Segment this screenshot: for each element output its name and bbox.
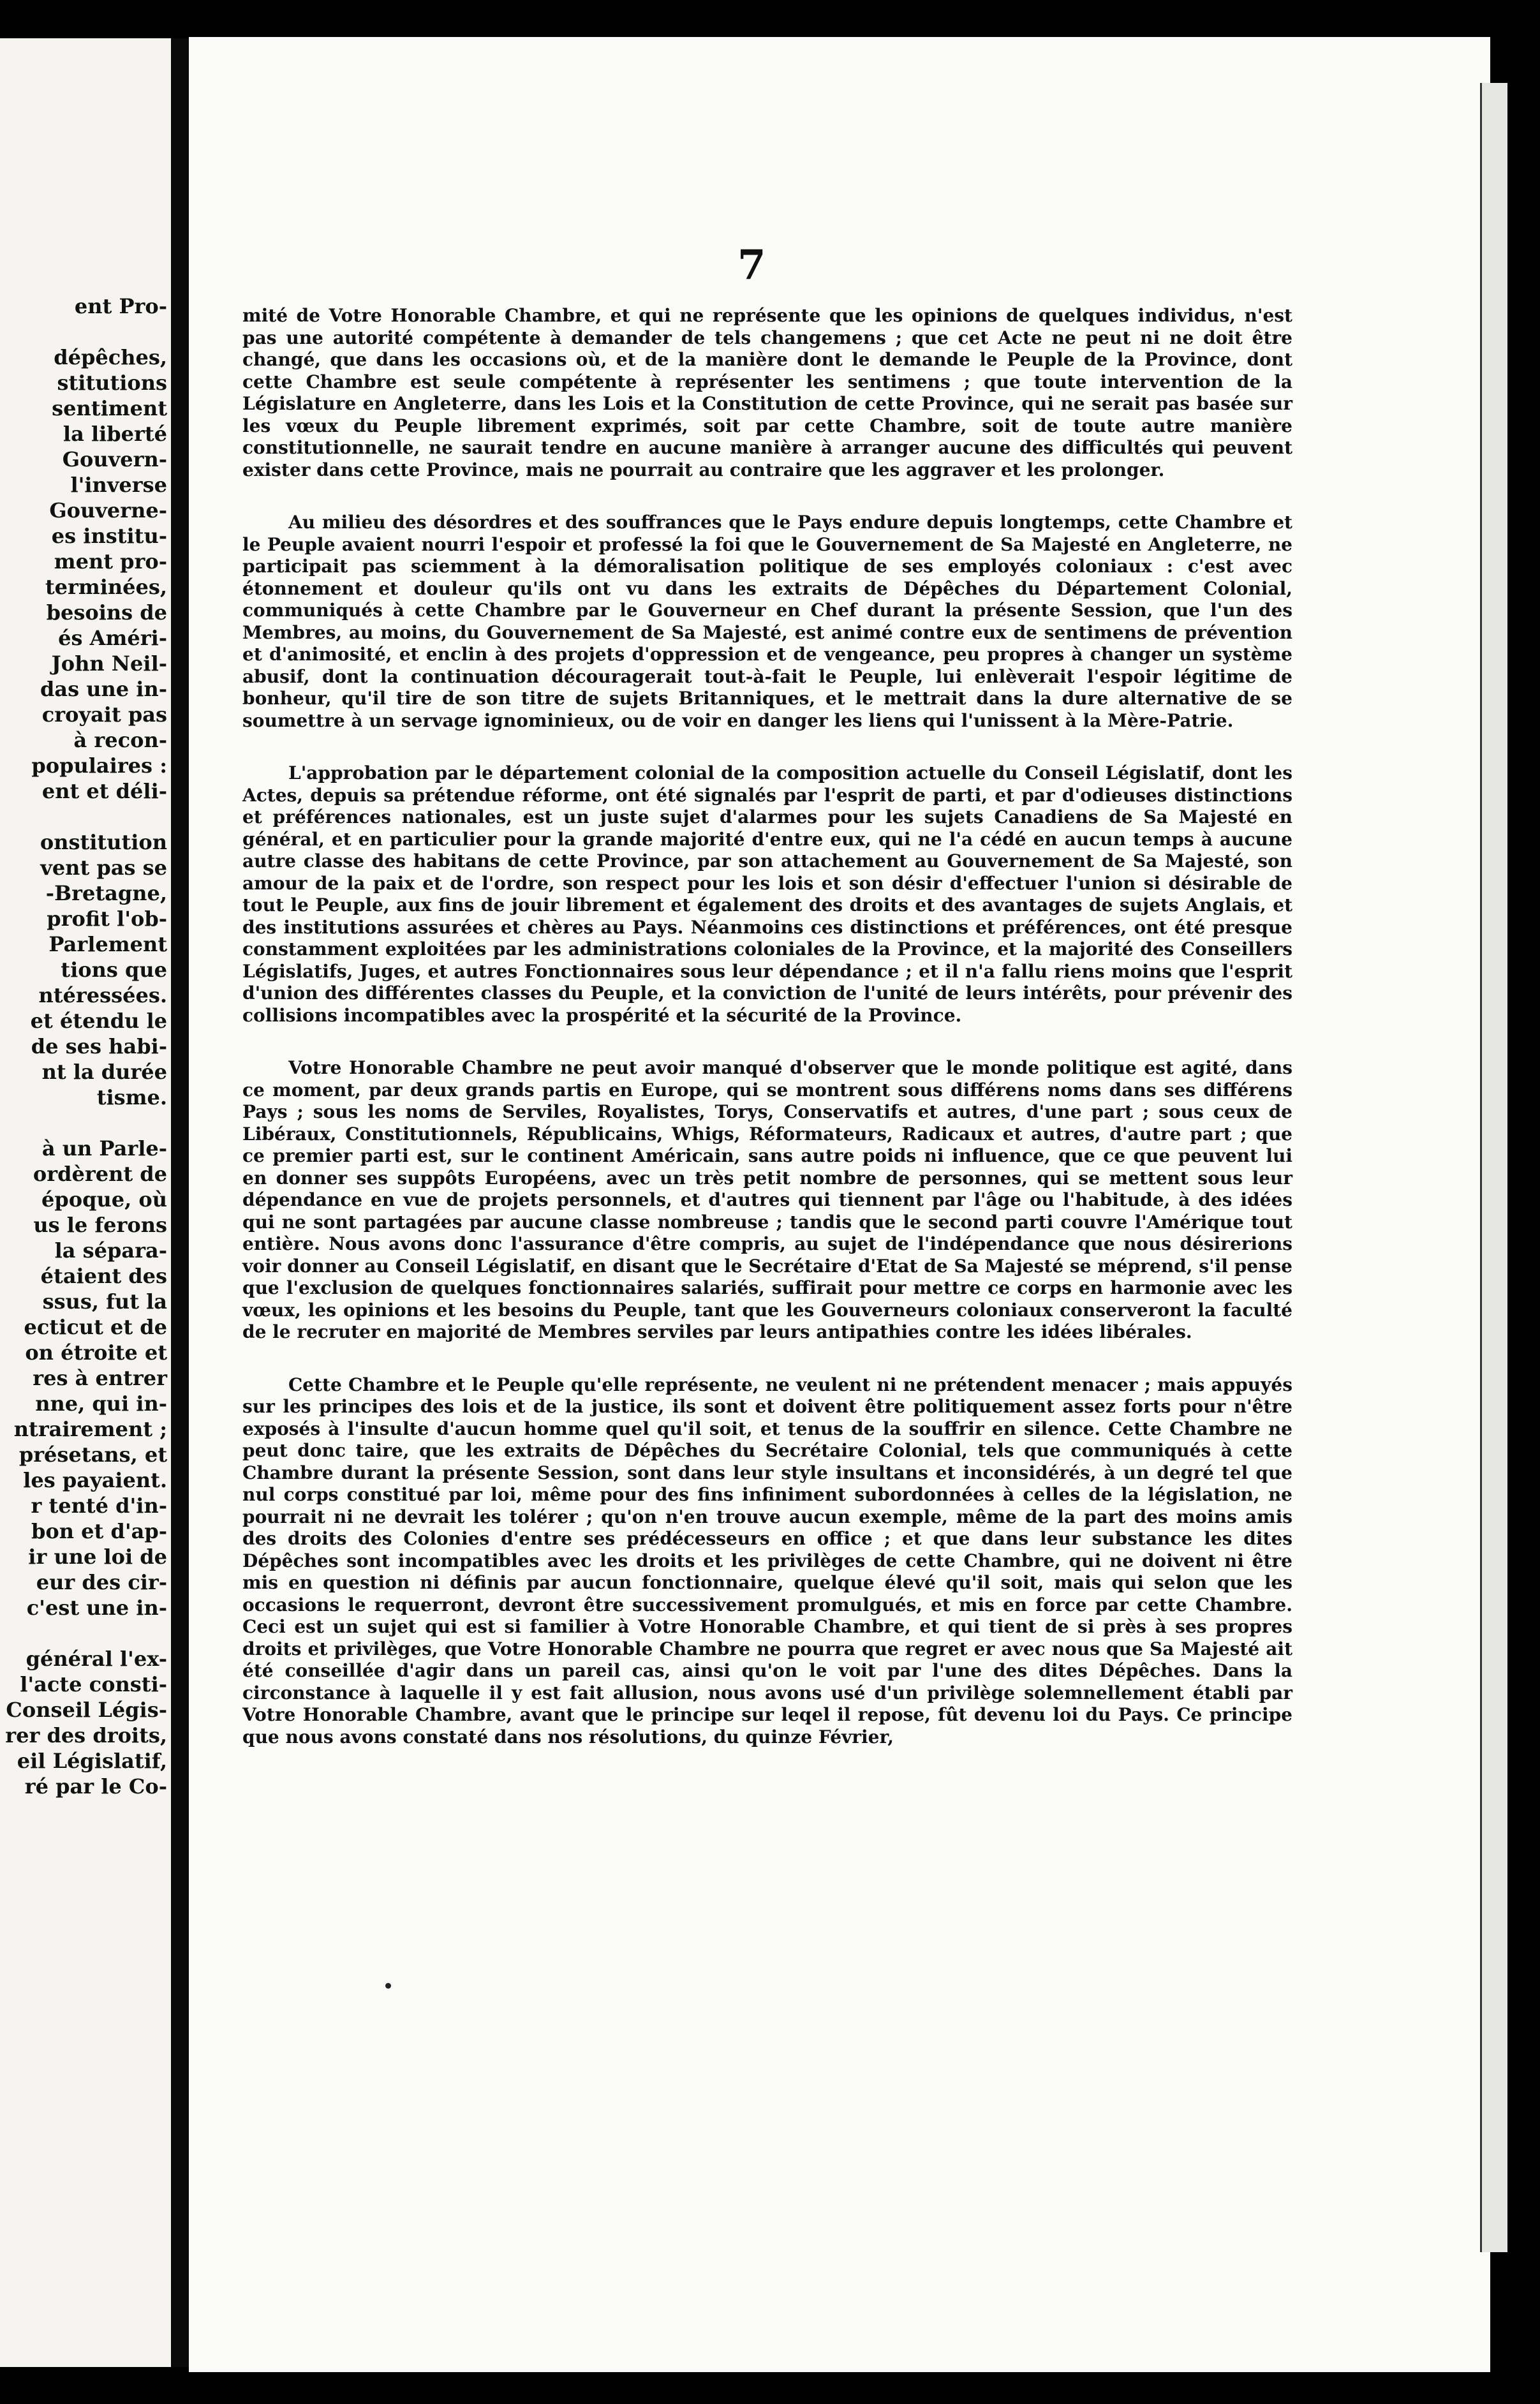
left-line: ent Pro-	[74, 294, 167, 318]
left-line: ent et déli-	[41, 779, 167, 803]
left-line: r tenté d'in-	[31, 1494, 167, 1518]
left-line: nt la durée	[41, 1060, 167, 1084]
page-number: 7	[737, 241, 766, 289]
left-line: ordèrent de	[33, 1162, 167, 1186]
left-line: à un Parle-	[41, 1136, 167, 1161]
left-line: onstitution	[40, 830, 167, 854]
page-edge	[1480, 83, 1507, 2252]
left-line: tions que	[61, 958, 167, 982]
left-line: besoins de	[46, 600, 167, 625]
left-line: l'inverse	[70, 473, 167, 497]
left-line: on étroite et	[25, 1340, 167, 1365]
left-line: Gouvern-	[62, 447, 167, 471]
left-line: John Neil-	[51, 651, 167, 676]
left-line: eil Législatif,	[17, 1749, 167, 1773]
left-line: ment pro-	[54, 549, 167, 574]
left-line: Gouverne-	[49, 498, 167, 523]
left-line: tisme.	[96, 1085, 167, 1109]
left-line: les payaient.	[23, 1468, 167, 1492]
left-line: étaient des	[40, 1264, 167, 1288]
left-line: et étendu le	[30, 1009, 167, 1033]
left-line: ré par le Co-	[24, 1774, 167, 1799]
body-text	[242, 305, 1292, 1779]
left-line	[0, 804, 171, 829]
left-line	[0, 1110, 171, 1136]
left-line: res à entrer	[33, 1366, 167, 1390]
left-line: l'acte consti-	[20, 1672, 167, 1696]
paragraph-4: Votre Honorable Chambre ne peut avoir manqué d'observer que le monde politique est agité, dans ce moment, par deux grands partis en Europe, qui se montrent sous différens noms dans ses différens Pays ; sous les noms de Serviles, Royalistes, Torys, Conservatifs et autres, d'une part ; sous ceux de Libéraux, Constitutionnels, Républicains, Whigs, Réformateurs, Radicaux et autres, d'autre part ; que ce premier parti est, sur le continent Américain, sans autre poids ni influence, que ce que peuvent lui en donner ses suppôts Européens, avec un très petit nombre de personnes, qui se mettent sous leur dépendance en vue de projets personnels, et d'autres qui tiennent par l'âge ou l'habitude, à des idées qui ne sont partagées par aucune classe nombreuse ; tandis que le second parti couvre l'Amérique tout entière. Nous avons donc l'assurance d'être compris, au sujet de l'indépendance que nous désirerions voir donner au Conseil Législatif, en disant que le Secrétaire d'Etat de Sa Majesté se méprend, s'il pense que l'exclusion de quelques fonctionnaires salariés, suffirait pour mettre ce corps en harmonie avec les vœux, les opinions et les besoins du Peuple, tant que les Gouverneurs coloniaux conserveront la faculté de le recruter en majorité de Membres serviles par leurs antipathies contre les idées libérales.	[242, 1057, 1292, 1342]
left-line: eur des cir-	[36, 1570, 167, 1594]
left-page-fragment	[0, 38, 171, 2367]
paragraph-2: Au milieu des désordres et des souffrances que le Pays endure depuis longtemps, cette Chambre et le Peuple avaient nourri l'espoir et professé la foi que le Gouvernement de Sa Majesté en Angleterre, ne participait pas sciemment à la démoralisation politique de ses employés coloniaux : c'est avec étonnement et douleur qu'ils ont vu dans les extraits de Dépêches du Département Colonial, communiqués à cette Chambre par le Gouverneur en Chef durant la présente Session, que l'un des Membres, au moins, du Gouvernement de Sa Majesté, est animé contre eux de sentimens de prévention et d'animosité, et enclin à des projets d'oppression et de vengeance, peu propres à changer un système abusif, dont la continuation découragerait tout-à-fait le Peuple, lui enlèverait l'espoir légitime de bonheur, qu'il tire de son titre de sujets Britanniques, et le mettrait dans la dure alternative de se soumettre à un servage ignominieux, ou de voir en danger les liens qui l'unissent à la Mère-Patrie.	[242, 512, 1292, 731]
page-gutter	[171, 38, 190, 2367]
left-line: dépêches,	[54, 345, 167, 369]
left-line: us le ferons	[33, 1213, 167, 1237]
left-line: bon et d'ap-	[31, 1519, 167, 1543]
left-line: profit l'ob-	[47, 907, 167, 931]
left-line: ecticut et de	[24, 1315, 167, 1339]
left-line: la liberté	[63, 422, 167, 446]
left-line: de ses habi-	[31, 1034, 167, 1058]
left-line: la sépara-	[54, 1238, 167, 1263]
left-page-text	[0, 293, 171, 1799]
left-line: c'est une in-	[26, 1596, 167, 1620]
left-line: présetans, et	[19, 1443, 167, 1467]
left-line: sentiment	[52, 396, 167, 420]
left-line: vent pas se	[40, 856, 167, 880]
left-line: -Bretagne,	[45, 881, 167, 905]
left-line: époque, où	[41, 1187, 167, 1212]
left-line: ir une loi de	[28, 1545, 167, 1569]
left-line: populaires :	[31, 753, 167, 778]
left-line: croyait pas	[41, 702, 167, 727]
left-line: Conseil Légis-	[6, 1698, 167, 1722]
left-line: das une in-	[40, 677, 167, 701]
left-line: es institu-	[51, 524, 167, 548]
left-line: és Améri-	[58, 626, 167, 650]
left-line: ssus, fut la	[42, 1289, 167, 1314]
left-line	[0, 1621, 171, 1646]
left-line: nne, qui in-	[35, 1391, 167, 1416]
left-line: ntéressées.	[38, 983, 167, 1007]
left-line: général l'ex-	[26, 1647, 167, 1671]
main-page	[189, 37, 1490, 2372]
paragraph-5: Cette Chambre et le Peuple qu'elle représente, ne veulent ni ne prétendent menacer ; mais appuyés sur les principes des lois et de la justice, ils sont et doivent être politiquement assez forts pour n'être exposés à l'insulte d'aucun homme quel qu'il soit, et tenus de la souffrir en silence. Cette Chambre ne peut donc taire, que les extraits de Dépêches du Secrétaire Colonial, tels que communiqués à cette Chambre durant la présente Session, sont dans leur style insultans et inconsidérés, à un degré tel que nul corps constitué par loi, même pour des fins infiniment subordonnées à celles de la législation, ne pourrait ni ne devrait les tolérer ; qu'on n'en trouve aucun exemple, même de la part des moins amis des droits des Colonies d'entre ses prédécesseurs en office ; et que dans leur substance les dites Dépêches sont incompatibles avec les droits et les privilèges de cette Chambre, qui ne doivent ni être mis en question ni définis par aucun fonctionnaire, quelque élevé qu'il soit, mais qui selon que les occasions le requerront, devront être successivement promulgués, et mis en force par cette Chambre. Ceci est un sujet qui est si familier à Votre Honorable Chambre, et qui tient de si près à ses propres droits et privilèges, que Votre Honorable Chambre ne pourra que regret er avec nous que Sa Majesté ait été conseillée d'agir dans un pareil cas, ainsi qu'on le voit par l'une des dites Dépêches. Dans la circonstance à laquelle il y est fait allusion, nous avons usé d'un privilège solemnellement établi par Votre Honorable Chambre, avant que le principe sur leqel il repose, fût devenu loi du Pays. Ce principe que nous avons constaté dans nos résolutions, du quinze Février,	[242, 1374, 1292, 1747]
left-line: à recon-	[73, 728, 167, 752]
left-line: terminées,	[45, 575, 167, 599]
left-line: ntrairement ;	[13, 1417, 167, 1441]
paragraph-3: L'approbation par le département colonial de la composition actuelle du Conseil Législatif, dont les Actes, depuis sa prétendue réforme, ont été signalés par l'esprit de parti, et par d'odieuses distinctions et préférences nationales, est un juste sujet d'alarmes pour les sujets Canadiens de Sa Majesté en général, et en particulier pour la grande majorité d'entre eux, qui ne l'a cédé en aucun temps à aucune autre classe des habitans de cette Province, par son attachement au Gouvernement de Sa Majesté, son amour de la paix et de l'ordre, son respect pour les lois et son désir d'effectuer l'union si désirable de tout le Peuple, aux fins de jouir librement et également des droits et des avantages de sujets Anglais, et des institutions assurées et chères au Pays. Néanmoins ces distinctions et préférences, ont été presque constamment exploitées par les administrations coloniales de la Province, et la majorité des Conseillers Législatifs, Juges, et autres Fonctionnaires sous leur dépendance ; et il n'a fallu riens moins que l'esprit d'union des différentes classes du Peuple, et la conviction de l'unité de leurs intérêts, pour prévenir des collisions incompatibles avec la prospérité et la sécurité de la Province.	[242, 762, 1292, 1026]
left-line: stitutions	[57, 371, 167, 395]
ink-speck	[385, 1983, 391, 1989]
left-line: rer des droits,	[5, 1723, 167, 1747]
left-line: Parlement	[48, 932, 167, 956]
paragraph-1: mité de Votre Honorable Chambre, et qui ne représente que les opinions de quelques individus, n'est pas une autorité compétente à demander de tels changemens ; que cet Acte ne peut ni ne doit être changé, que dans les occasions où, et de la manière dont le demande le Peuple de la Province, dont cette Chambre est seule compétente à représenter les sentimens ; que toute intervention de la Législature en Angleterre, dans les Lois et la Constitution de cette Province, qui ne serait pas basée sur les vœux du Peuple librement exprimés, soit par cette Chambre, soit de toute autre manière constitutionnelle, ne saurait tendre en aucune manière à arranger aucune des difficultés qui peuvent exister dans cette Province, mais ne pourrait au contraire que les aggraver et les prolonger.	[242, 305, 1292, 480]
left-line	[0, 319, 171, 345]
